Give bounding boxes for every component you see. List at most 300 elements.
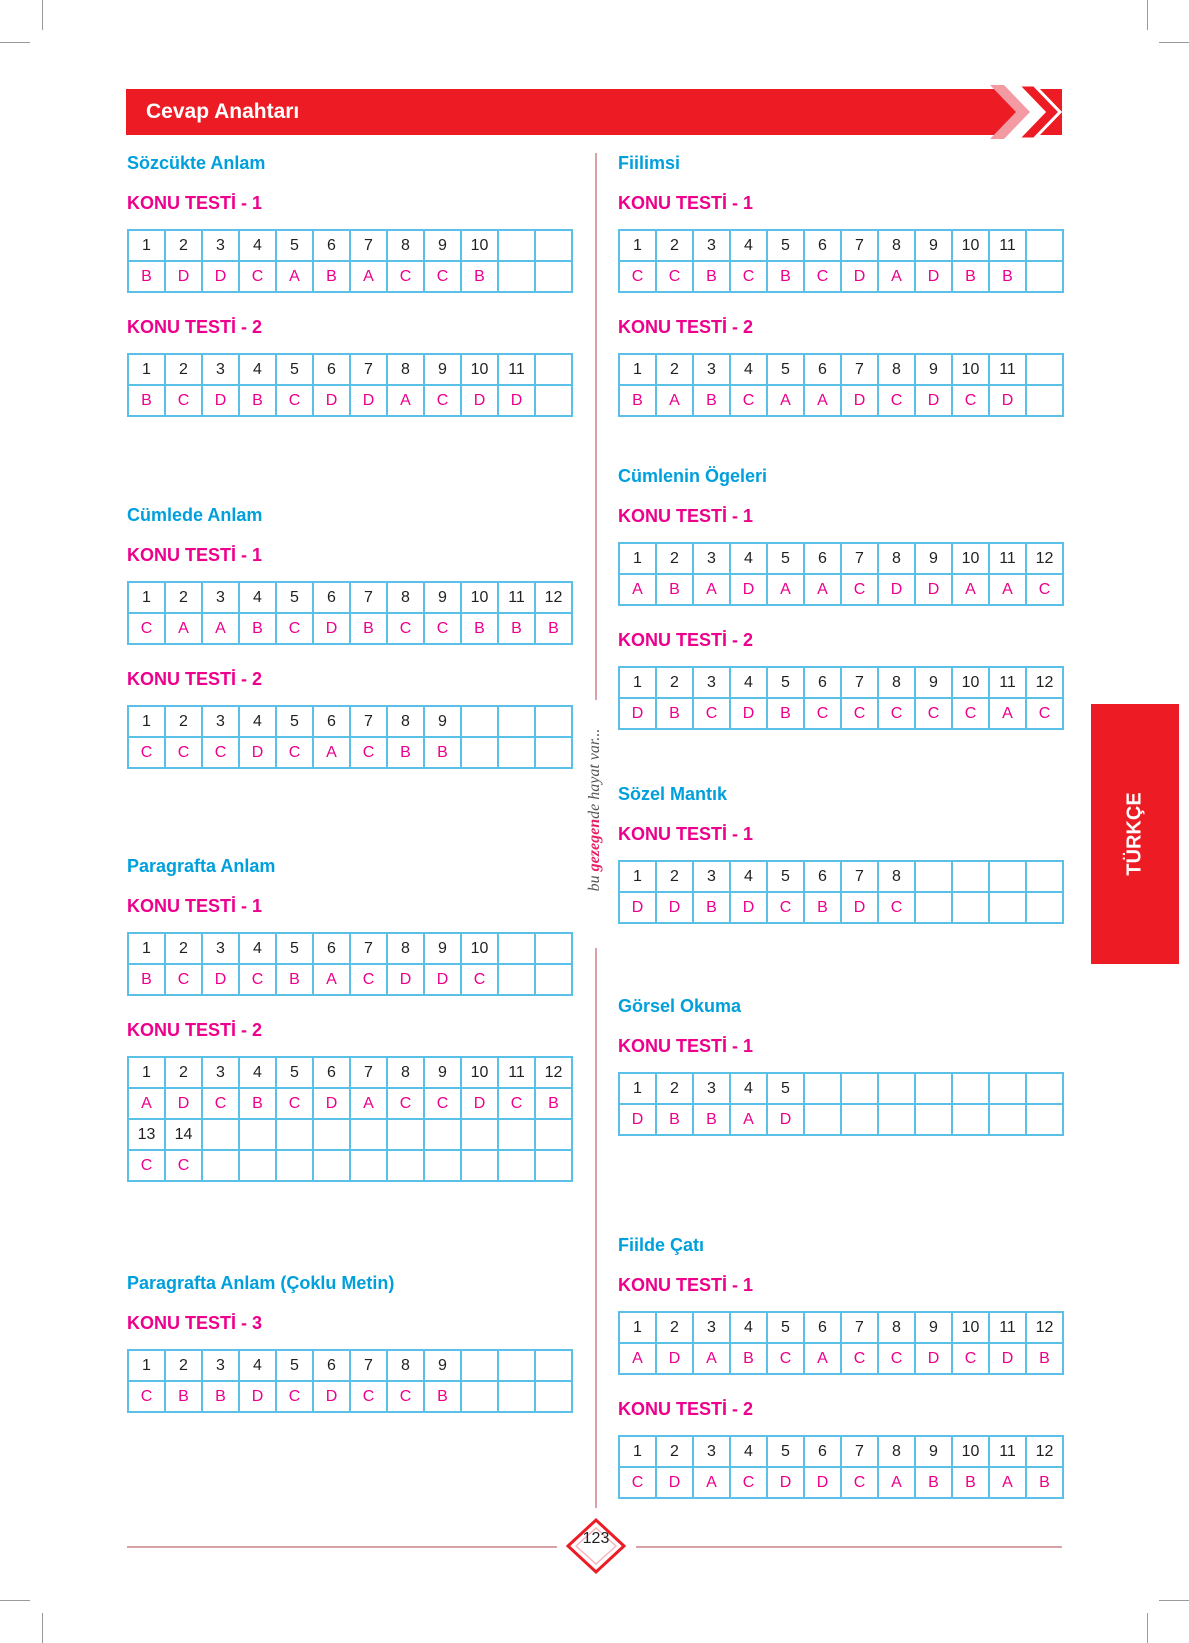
answer-grid [127, 581, 573, 645]
answer-cell: D [425, 965, 462, 996]
section-cumlede-anlam [127, 505, 573, 793]
answer-cell: B [314, 262, 351, 293]
question-number-cell: 4 [731, 355, 768, 386]
question-number-cell: 2 [166, 934, 203, 965]
test-title: KONU TESTİ - 1 [618, 193, 754, 213]
question-number-cell: 10 [953, 544, 990, 575]
question-number-cell: 1 [129, 707, 166, 738]
tagline-pre: bu [586, 871, 603, 892]
question-number-cell [536, 707, 573, 738]
question-number-cell: 3 [203, 355, 240, 386]
answer-cell [805, 1105, 842, 1136]
question-number-cell: 4 [240, 934, 277, 965]
question-number-cell: 12 [536, 583, 573, 614]
answer-cell: D [314, 1089, 351, 1120]
question-number-cell: 4 [240, 1351, 277, 1382]
question-number-cell: 10 [953, 668, 990, 699]
question-number-cell: 9 [916, 1313, 953, 1344]
answer-cell: A [351, 262, 388, 293]
answer-cell: C [277, 614, 314, 645]
answer-cell: A [620, 1344, 657, 1375]
answer-cell: B [953, 262, 990, 293]
question-number-cell: 1 [129, 583, 166, 614]
question-number-cell: 1 [129, 1058, 166, 1089]
answer-grid [127, 932, 573, 996]
answer-cell: C [842, 699, 879, 730]
question-number-cell: 2 [657, 1313, 694, 1344]
answer-cell: B [240, 1089, 277, 1120]
question-number-cell: 5 [768, 1437, 805, 1468]
question-number-cell: 6 [805, 544, 842, 575]
answer-cell: A [879, 1468, 916, 1499]
answer-cell: C [499, 1089, 536, 1120]
answer-cell: B [425, 738, 462, 769]
answer-cell: D [388, 965, 425, 996]
question-number-cell [425, 1120, 462, 1151]
answer-cell: C [129, 1151, 166, 1182]
question-number-cell: 8 [879, 1437, 916, 1468]
answer-cell: A [694, 1344, 731, 1375]
question-number-cell: 1 [129, 1351, 166, 1382]
answer-grid [618, 353, 1064, 417]
question-number-cell: 7 [842, 355, 879, 386]
question-number-cell: 12 [536, 1058, 573, 1089]
answer-cell: B [499, 614, 536, 645]
question-number-cell [1027, 231, 1064, 262]
question-number-cell: 10 [953, 231, 990, 262]
answer-cell [990, 1105, 1027, 1136]
answer-cell: A [731, 1105, 768, 1136]
question-number-cell [536, 1351, 573, 1382]
section-fiilimsi [618, 153, 1064, 441]
answer-cell: C [805, 262, 842, 293]
answer-cell: C [620, 262, 657, 293]
answer-cell: D [916, 386, 953, 417]
subject-label: TÜRKÇE [1123, 792, 1146, 876]
question-number-cell: 9 [916, 1437, 953, 1468]
test-title: KONU TESTİ - 1 [127, 896, 263, 916]
answer-cell: B [351, 614, 388, 645]
question-number-cell: 7 [842, 1437, 879, 1468]
question-number-cell: 12 [1027, 668, 1064, 699]
answer-cell: C [842, 575, 879, 606]
question-number-cell: 1 [620, 1437, 657, 1468]
question-number-cell: 3 [203, 1058, 240, 1089]
answer-cell [879, 1105, 916, 1136]
question-number-cell: 2 [166, 583, 203, 614]
answer-cell: C [842, 1468, 879, 1499]
answer-cell [916, 1105, 953, 1136]
question-number-cell: 5 [277, 355, 314, 386]
answer-cell: B [916, 1468, 953, 1499]
answer-cell: A [620, 575, 657, 606]
answer-cell: D [768, 1468, 805, 1499]
question-number-cell [203, 1120, 240, 1151]
question-number-cell: 7 [351, 934, 388, 965]
answer-cell [953, 1105, 990, 1136]
answer-cell: C [166, 965, 203, 996]
answer-cell [277, 1151, 314, 1182]
section-title: Sözcükte Anlam [127, 153, 266, 173]
section-fiilde-cati [618, 1235, 1064, 1523]
question-number-cell: 4 [731, 1074, 768, 1105]
question-number-cell [388, 1120, 425, 1151]
section-title: Görsel Okuma [618, 996, 742, 1016]
answer-cell: C [203, 1089, 240, 1120]
answer-cell: D [620, 893, 657, 924]
answer-cell: C [805, 699, 842, 730]
answer-cell: C [731, 1468, 768, 1499]
answer-cell: D [240, 1382, 277, 1413]
question-number-cell: 6 [805, 231, 842, 262]
answer-cell: D [203, 262, 240, 293]
test-title: KONU TESTİ - 2 [127, 669, 263, 689]
answer-cell: A [694, 1468, 731, 1499]
answer-cell [462, 1151, 499, 1182]
question-number-cell: 9 [425, 1351, 462, 1382]
answer-cell: C [388, 1089, 425, 1120]
answer-cell: D [166, 1089, 203, 1120]
question-number-cell [1027, 862, 1064, 893]
page-number: 123 [582, 1530, 610, 1547]
question-number-cell [842, 1074, 879, 1105]
answer-cell: D [990, 386, 1027, 417]
answer-cell: D [842, 386, 879, 417]
footer-line [127, 1546, 557, 1548]
question-number-cell [916, 1074, 953, 1105]
crop-mark [1147, 0, 1148, 30]
question-number-cell [499, 707, 536, 738]
question-number-cell: 6 [805, 862, 842, 893]
answer-grid [127, 1349, 573, 1413]
question-number-cell: 9 [916, 355, 953, 386]
answer-cell [240, 1151, 277, 1182]
tagline-post: de hayat var... [586, 728, 603, 819]
answer-cell [351, 1151, 388, 1182]
answer-grid [127, 229, 573, 293]
question-number-cell: 3 [694, 1313, 731, 1344]
answer-cell: A [203, 614, 240, 645]
answer-cell [462, 1382, 499, 1413]
question-number-cell [536, 231, 573, 262]
answer-cell: A [990, 699, 1027, 730]
answer-cell: C [879, 386, 916, 417]
question-number-cell: 4 [731, 1437, 768, 1468]
question-number-cell: 6 [314, 1351, 351, 1382]
question-number-cell: 6 [314, 934, 351, 965]
test-title: KONU TESTİ - 2 [618, 1399, 754, 1419]
question-number-cell: 5 [768, 544, 805, 575]
section-title: Cümlenin Ögeleri [618, 466, 768, 486]
section-title: Paragrafta Anlam [127, 856, 276, 876]
answer-cell [499, 1382, 536, 1413]
answer-cell: D [916, 262, 953, 293]
question-number-cell: 3 [694, 1437, 731, 1468]
answer-grid [618, 1072, 1064, 1136]
question-number-cell: 5 [277, 583, 314, 614]
question-number-cell [314, 1120, 351, 1151]
question-number-cell: 3 [694, 1074, 731, 1105]
answer-cell: C [953, 699, 990, 730]
question-number-cell: 4 [731, 862, 768, 893]
question-number-cell [462, 1351, 499, 1382]
crop-mark [42, 1613, 43, 1643]
question-number-cell: 4 [731, 668, 768, 699]
answer-cell: D [462, 386, 499, 417]
answer-cell [953, 893, 990, 924]
section-title: Paragrafta Anlam (Çoklu Metin) [127, 1273, 395, 1293]
question-number-cell [916, 862, 953, 893]
question-number-cell: 2 [166, 231, 203, 262]
question-number-cell: 9 [916, 231, 953, 262]
answer-cell: C [916, 699, 953, 730]
answer-cell: A [805, 575, 842, 606]
answer-cell: D [314, 386, 351, 417]
question-number-cell: 1 [620, 668, 657, 699]
crop-mark [0, 42, 30, 43]
question-number-cell: 11 [990, 355, 1027, 386]
answer-cell: D [916, 575, 953, 606]
question-number-cell [536, 1120, 573, 1151]
answer-cell: B [240, 614, 277, 645]
question-number-cell [240, 1120, 277, 1151]
answer-cell: C [768, 1344, 805, 1375]
answer-cell: D [203, 965, 240, 996]
question-number-cell [277, 1120, 314, 1151]
answer-cell: D [768, 1105, 805, 1136]
question-number-cell [953, 862, 990, 893]
header-title: Cevap Anahtarı [146, 100, 300, 123]
question-number-cell: 2 [166, 355, 203, 386]
answer-cell: B [657, 1105, 694, 1136]
question-number-cell: 3 [694, 355, 731, 386]
answer-cell: C [657, 262, 694, 293]
answer-cell: D [657, 893, 694, 924]
question-number-cell: 11 [990, 1437, 1027, 1468]
answer-cell: D [351, 386, 388, 417]
question-number-cell: 6 [314, 583, 351, 614]
answer-cell: D [990, 1344, 1027, 1375]
section-title: Fiilde Çatı [618, 1235, 705, 1255]
question-number-cell [805, 1074, 842, 1105]
answer-cell: B [1027, 1344, 1064, 1375]
answer-cell [314, 1151, 351, 1182]
answer-cell [1027, 1105, 1064, 1136]
question-number-cell: 3 [694, 231, 731, 262]
answer-cell [536, 738, 573, 769]
question-number-cell: 5 [277, 231, 314, 262]
question-number-cell: 5 [768, 1074, 805, 1105]
question-number-cell: 4 [240, 231, 277, 262]
answer-cell: C [240, 262, 277, 293]
answer-cell: D [731, 893, 768, 924]
answer-cell: C [388, 614, 425, 645]
answer-cell: C [351, 738, 388, 769]
question-number-cell: 8 [388, 707, 425, 738]
question-number-cell: 2 [657, 355, 694, 386]
answer-cell: C [1027, 699, 1064, 730]
answer-cell: B [1027, 1468, 1064, 1499]
answer-cell [536, 1382, 573, 1413]
answer-cell: D [166, 262, 203, 293]
question-number-cell: 10 [462, 934, 499, 965]
answer-cell [1027, 386, 1064, 417]
answer-cell: A [805, 1344, 842, 1375]
question-number-cell: 3 [694, 668, 731, 699]
question-number-cell [351, 1120, 388, 1151]
answer-cell [499, 738, 536, 769]
answer-cell: B [129, 965, 166, 996]
answer-cell: B [694, 1105, 731, 1136]
answer-cell [842, 1105, 879, 1136]
question-number-cell: 6 [805, 668, 842, 699]
answer-grid [618, 542, 1064, 606]
question-number-cell: 8 [388, 583, 425, 614]
question-number-cell: 9 [425, 707, 462, 738]
question-number-cell: 2 [657, 668, 694, 699]
answer-cell [462, 738, 499, 769]
section-paragrafta-anlam [127, 856, 573, 1206]
question-number-cell: 3 [203, 231, 240, 262]
answer-cell: A [388, 386, 425, 417]
answer-cell: B [166, 1382, 203, 1413]
question-number-cell: 11 [990, 544, 1027, 575]
question-number-cell: 7 [842, 544, 879, 575]
answer-cell: D [314, 1382, 351, 1413]
answer-cell [1027, 262, 1064, 293]
answer-cell [388, 1151, 425, 1182]
question-number-cell [462, 1120, 499, 1151]
question-number-cell: 4 [731, 544, 768, 575]
question-number-cell: 2 [657, 231, 694, 262]
answer-cell [536, 386, 573, 417]
question-number-cell: 7 [351, 707, 388, 738]
answer-cell: B [462, 614, 499, 645]
answer-cell: C [731, 386, 768, 417]
section-cumlenin-ogeleri [618, 466, 1064, 754]
answer-cell: B [694, 893, 731, 924]
answer-cell: D [916, 1344, 953, 1375]
crop-mark [42, 0, 43, 30]
column-divider [595, 948, 597, 1508]
answer-cell [499, 965, 536, 996]
question-number-cell: 11 [990, 1313, 1027, 1344]
answer-cell: B [536, 1089, 573, 1120]
answer-cell: C [879, 699, 916, 730]
test-title: KONU TESTİ - 1 [618, 506, 754, 526]
question-number-cell: 10 [462, 231, 499, 262]
answer-grid [618, 229, 1064, 293]
answer-cell: D [203, 386, 240, 417]
test-title: KONU TESTİ - 2 [618, 317, 754, 337]
answer-cell: D [499, 386, 536, 417]
question-number-cell: 9 [425, 583, 462, 614]
question-number-cell: 7 [351, 231, 388, 262]
question-number-cell: 2 [657, 544, 694, 575]
answer-cell [499, 1151, 536, 1182]
question-number-cell: 6 [314, 1058, 351, 1089]
question-number-cell: 5 [277, 707, 314, 738]
answer-cell: B [388, 738, 425, 769]
crop-mark [1159, 42, 1189, 43]
question-number-cell: 8 [388, 1058, 425, 1089]
question-number-cell: 1 [620, 1313, 657, 1344]
question-number-cell: 5 [768, 668, 805, 699]
question-number-cell: 8 [388, 355, 425, 386]
answer-cell: B [953, 1468, 990, 1499]
answer-cell: D [731, 699, 768, 730]
question-number-cell [499, 934, 536, 965]
answer-cell: B [694, 262, 731, 293]
question-number-cell: 10 [462, 355, 499, 386]
question-number-cell: 1 [620, 544, 657, 575]
chevron-arrows-icon [990, 85, 1070, 139]
question-number-cell: 5 [768, 231, 805, 262]
answer-cell: A [314, 965, 351, 996]
question-number-cell: 6 [314, 231, 351, 262]
answer-cell: C [277, 1089, 314, 1120]
question-number-cell: 7 [842, 862, 879, 893]
answer-cell: A [768, 386, 805, 417]
answer-cell [536, 965, 573, 996]
answer-cell: B [768, 699, 805, 730]
answer-cell: B [805, 893, 842, 924]
answer-cell [203, 1151, 240, 1182]
answer-cell: B [620, 386, 657, 417]
answer-cell: C [277, 1382, 314, 1413]
answer-cell: C [129, 1382, 166, 1413]
test-title: KONU TESTİ - 1 [618, 824, 754, 844]
crop-mark [0, 1600, 30, 1601]
question-number-cell: 11 [499, 1058, 536, 1089]
question-number-cell: 8 [879, 668, 916, 699]
header-bar [126, 89, 1062, 135]
answer-cell [499, 262, 536, 293]
question-number-cell: 1 [129, 231, 166, 262]
question-number-cell: 3 [203, 934, 240, 965]
question-number-cell: 1 [620, 862, 657, 893]
section-gorsel-okuma [618, 996, 1064, 1160]
test-title: KONU TESTİ - 2 [127, 1020, 263, 1040]
test-title: KONU TESTİ - 3 [127, 1313, 263, 1333]
question-number-cell: 7 [842, 231, 879, 262]
section-title: Fiilimsi [618, 153, 681, 173]
answer-cell: C [351, 1382, 388, 1413]
answer-cell: C [425, 614, 462, 645]
crop-mark [1147, 1613, 1148, 1643]
question-number-cell: 12 [1027, 544, 1064, 575]
question-number-cell: 5 [277, 934, 314, 965]
test-title: KONU TESTİ - 1 [618, 1275, 754, 1295]
test-title: KONU TESTİ - 1 [618, 1036, 754, 1056]
question-number-cell: 9 [425, 231, 462, 262]
question-number-cell: 9 [425, 355, 462, 386]
answer-cell: C [879, 893, 916, 924]
answer-cell: C [620, 1468, 657, 1499]
question-number-cell: 8 [879, 544, 916, 575]
answer-cell: B [129, 262, 166, 293]
answer-cell: C [425, 262, 462, 293]
question-number-cell [536, 934, 573, 965]
answer-cell: B [694, 386, 731, 417]
answer-cell: B [731, 1344, 768, 1375]
answer-cell [916, 893, 953, 924]
question-number-cell: 8 [879, 1313, 916, 1344]
answer-cell: C [388, 262, 425, 293]
question-number-cell: 7 [842, 1313, 879, 1344]
answer-cell: A [694, 575, 731, 606]
answer-grid [127, 1056, 573, 1182]
